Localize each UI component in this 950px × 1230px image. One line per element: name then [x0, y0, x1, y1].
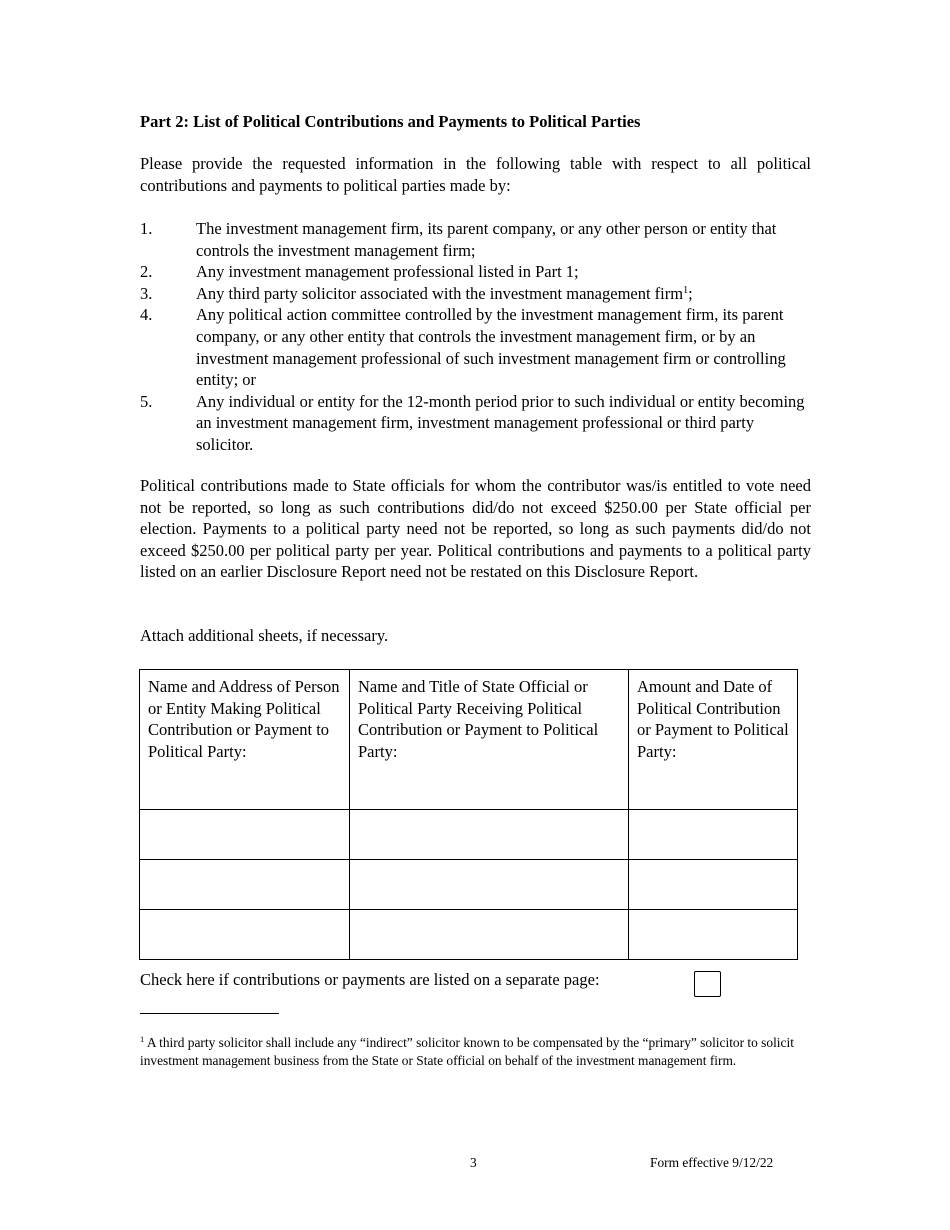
list-item	[140, 283, 811, 305]
list-item-number: 1.	[140, 219, 153, 238]
amount-date-cell[interactable]	[629, 810, 798, 860]
list-item-text: Any individual or entity for the 12-month period prior to such individual or entity becoming an investment management firm, investment management professional or third party solicitor.	[196, 391, 805, 454]
list-item-text: Any investment management professional listed in Part 1;	[196, 262, 579, 282]
list-item-number: 3.	[140, 283, 153, 303]
list-item	[140, 304, 811, 390]
attach-sheets-note: Attach additional sheets, if necessary.	[140, 626, 389, 645]
list-item-text-wrapper	[196, 283, 808, 305]
form-effective-date: Form effective 9/12/22	[650, 1155, 774, 1170]
list-item-text: The investment management firm, its parent company, or any other person or entity that controls the investment management firm;	[196, 219, 777, 260]
table-row	[140, 860, 798, 910]
amount-date-cell[interactable]	[629, 860, 798, 910]
intro-paragraph: Please provide the requested information in the following table with respect to all political contributions and payments to political parties made by:	[140, 154, 811, 195]
footnote	[140, 1034, 800, 1069]
list-item-text: Any third party solicitor associated with the investment management firm	[196, 283, 684, 303]
list-item	[140, 218, 811, 261]
section-heading: Part 2: List of Political Contributions and Payments to Political Parties	[140, 112, 641, 131]
contributions-table	[139, 669, 798, 960]
table-row	[140, 910, 798, 960]
page-number: 3	[470, 1155, 477, 1170]
recipient-cell[interactable]	[350, 810, 629, 860]
list-item-number: 4.	[140, 305, 153, 325]
separate-page-checkbox-label: Check here if contributions or payments are listed on a separate page:	[140, 970, 600, 989]
list-item-number: 5.	[140, 391, 153, 411]
recipient-cell[interactable]	[350, 860, 629, 910]
contributor-cell[interactable]	[140, 910, 350, 960]
footnote-reference: 1	[683, 284, 689, 296]
footnote-marker: 1	[140, 1034, 145, 1044]
separate-page-checkbox[interactable]	[694, 971, 721, 997]
list-item-text-end: ;	[688, 283, 693, 303]
reporting-rules-paragraph: Political contributions made to State officials for whom the contributor was/is entitled to vote need not be reported, so long as such contributions did/do not exceed $250.00 per State official per election. Payments to a political party need not be reported, so long as such payments did/do not exceed $250.00 per political party per year. Political contributions and payments to a political party listed on an earlier Disclosure Report need not be restated on this Disclosure Report.	[140, 476, 811, 582]
column-header-recipient: Name and Title of State Official or Political Party Receiving Political Contribution or Payment to Political Party:	[350, 670, 629, 810]
contributor-list	[140, 218, 811, 456]
amount-date-cell[interactable]	[629, 910, 798, 960]
footnote-divider	[140, 1013, 279, 1014]
column-header-amount-date: Amount and Date of Political Contribution or Payment to Political Party:	[629, 670, 798, 810]
contributor-cell[interactable]	[140, 810, 350, 860]
recipient-cell[interactable]	[350, 910, 629, 960]
column-header-contributor: Name and Address of Person or Entity Making Political Contribution or Payment to Political Party:	[140, 670, 350, 810]
table-header-row	[140, 670, 798, 810]
list-item	[140, 391, 811, 456]
footnote-text: A third party solicitor shall include any “indirect” solicitor known to be compensated by the “primary” solicitor to solicit investment management business from the State or State official on behalf of the investment management firm.	[140, 1035, 794, 1068]
list-item-number: 2.	[140, 262, 153, 282]
contributor-cell[interactable]	[140, 860, 350, 910]
list-item-text: Any political action committee controlled by the investment management firm, its parent company, or any other entity that controls the investment management firm, or by an investment management professional of such investment management firm or controlling entity; or	[196, 305, 786, 390]
list-item	[140, 261, 811, 283]
table-row	[140, 810, 798, 860]
